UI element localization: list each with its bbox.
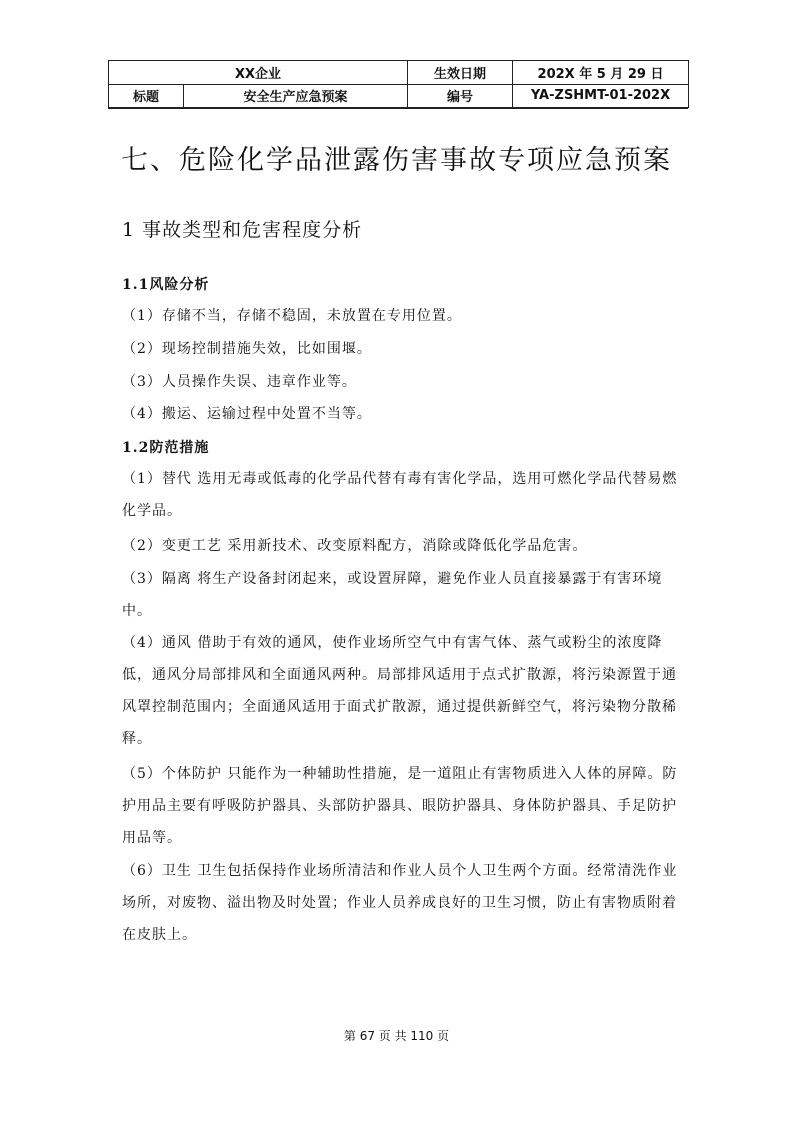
subsection-title-risk: 1.1风险分析 (122, 277, 210, 293)
header-divider (108, 108, 688, 109)
risk-item: （3）人员操作失误、违章作业等。 (122, 374, 357, 390)
number-value: YA-ZSHMT-01-202X (513, 84, 689, 108)
prevention-item: （5）个体防护 只能作为一种辅助性措施，是一道阻止有害物质进入人体的屏障。防护用品主要有呼吸防护器具、头部防护器具、眼防护器具、身体防护器具、手足防护用品等。 (122, 766, 678, 846)
effective-date-value: 202X 年 5 月 29 日 (513, 61, 689, 85)
number-label: 编号 (408, 84, 513, 108)
title-label: 标题 (109, 84, 184, 108)
page-title: 七、危险化学品泄露伤害事故专项应急预案 (121, 145, 672, 176)
risk-item: （2）现场控制措施失效，比如围堰。 (122, 341, 372, 357)
page-number: 第 67 页 共 110 页 (343, 1029, 450, 1043)
header-row-1 (109, 61, 689, 85)
header-row-2 (109, 84, 689, 108)
risk-item: （1）存储不当，存储不稳固，未放置在专用位置。 (122, 308, 462, 324)
subsection-title-prevention: 1.2防范措施 (122, 440, 210, 456)
prevention-item: （2）变更工艺 采用新技术、改变原料配方，消除或降低化学品危害。 (122, 538, 588, 554)
risk-item: （4）搬运、运输过程中处置不当等。 (122, 406, 372, 422)
prevention-item: （4）通风 借助于有效的通风，使作业场所空气中有害气体、蒸气或粉尘的浓度降低，通风分局部排风和全面通风两种。局部排风适用于点式扩散源，将污染源置于通风罩控制范围内；全面通风适用于面式扩散源，通过提供新鲜空气，将污染物分散稀释。 (122, 635, 677, 747)
prevention-item: （6）卫生 卫生包括保持作业场所清洁和作业人员个人卫生两个方面。经常清洗作业场所，对废物、溢出物及时处置；作业人员养成良好的卫生习惯，防止有害物质附着在皮肤上。 (122, 863, 678, 943)
title-value: 安全生产应急预案 (184, 84, 408, 108)
document-header-table (108, 60, 689, 108)
section-title: 1 事故类型和危害程度分析 (122, 219, 363, 241)
effective-date-label: 生效日期 (408, 61, 513, 85)
company-name: XX企业 (109, 61, 408, 85)
prevention-item: （3）隔离 将生产设备封闭起来，或设置屏障，避免作业人员直接暴露于有害环境中。 (122, 571, 663, 619)
prevention-item: （1）替代 选用无毒或低毒的化学品代替有毒有害化学品，选用可燃化学品代替易燃化学品。 (122, 471, 678, 519)
